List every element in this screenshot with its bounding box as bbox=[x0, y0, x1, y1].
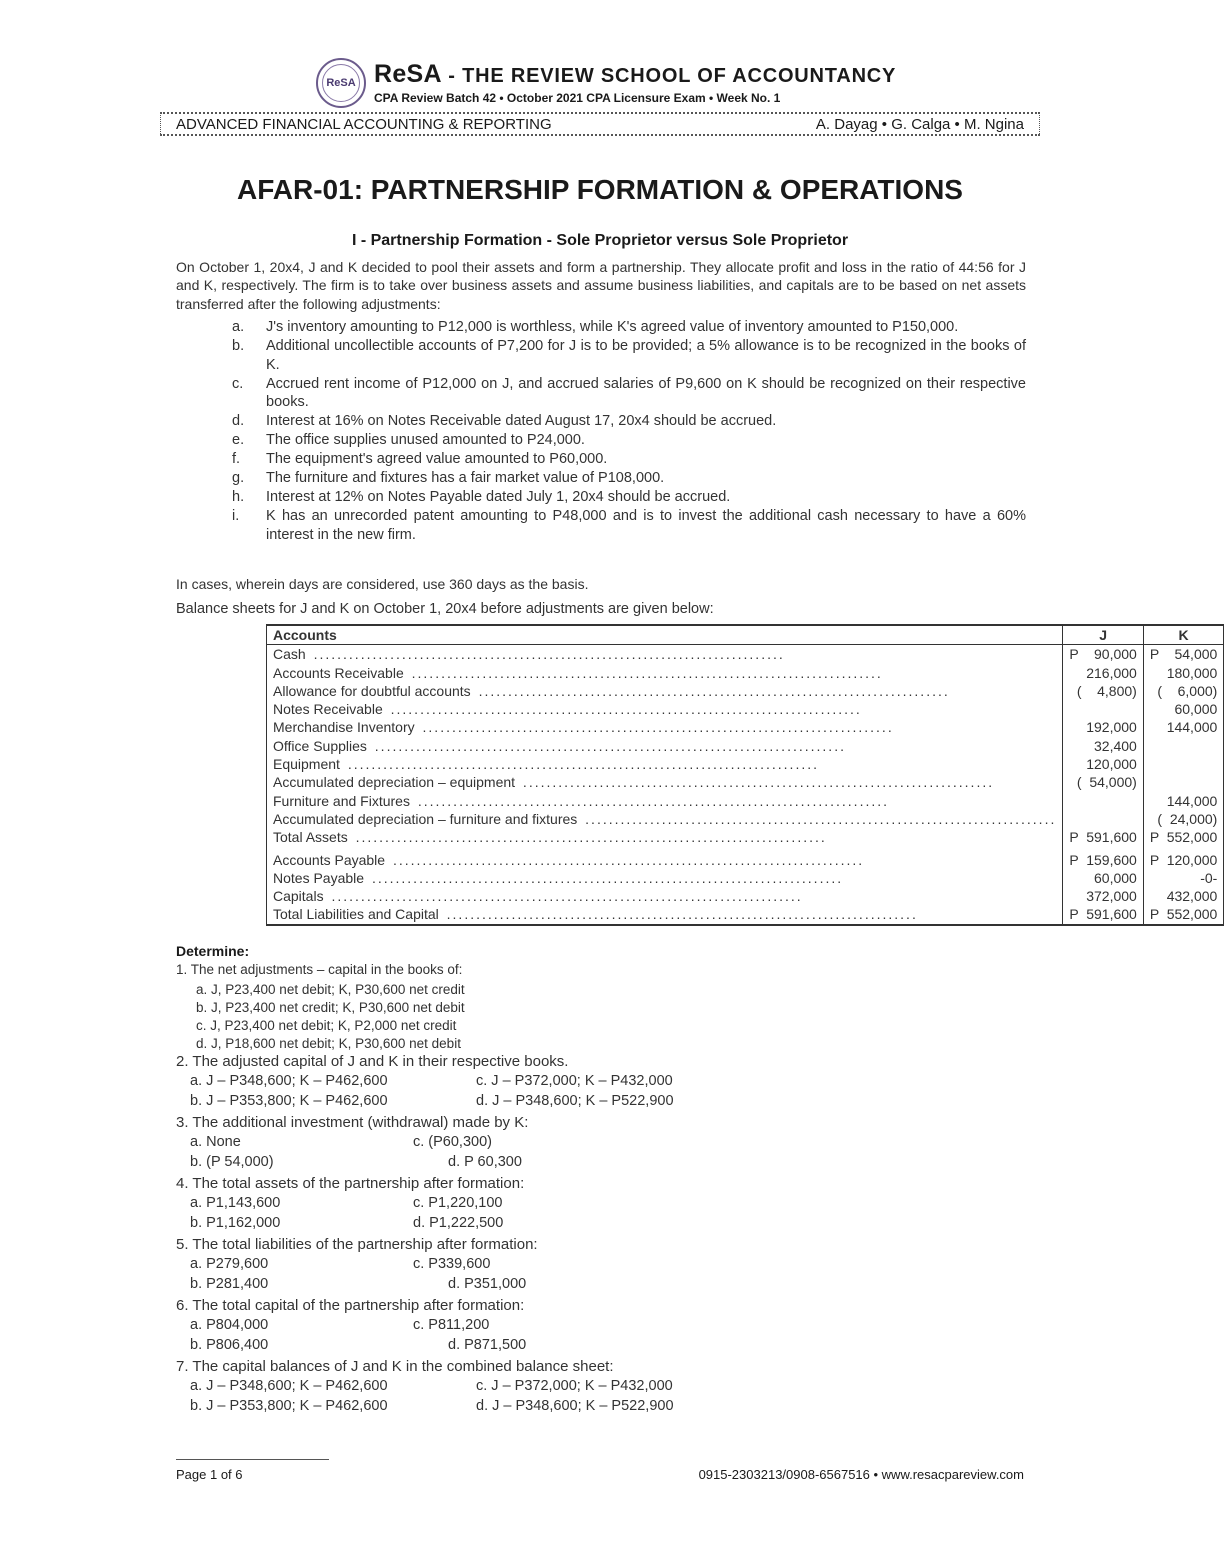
account-cell bbox=[267, 869, 1063, 887]
j-value: 372,000 bbox=[1063, 887, 1143, 905]
answer-option: b. J – P353,800; K – P462,600 bbox=[190, 1398, 388, 1414]
adjustment-item bbox=[232, 507, 1026, 544]
col-header-accounts: Accounts bbox=[267, 625, 1063, 645]
question-text: 1. The net adjustments – capital in the books of: bbox=[176, 962, 463, 977]
account-cell bbox=[267, 682, 1063, 700]
question-text: 4. The total assets of the partnership after formation: bbox=[176, 1175, 525, 1192]
k-value bbox=[1143, 755, 1223, 773]
balance-sheet-intro: Balance sheets for J and K on October 1, 20x4 before adjustments are given below: bbox=[176, 601, 714, 617]
table-row bbox=[267, 847, 1224, 869]
account-name: Accumulated depreciation – furniture and fixtures bbox=[273, 810, 578, 827]
leader-dots: ................................................................................ bbox=[579, 810, 1057, 827]
answer-option: b. J, P23,400 net credit; K, P30,600 net debit bbox=[196, 1000, 465, 1015]
account-name: Notes Payable bbox=[273, 869, 365, 886]
resa-logo bbox=[316, 58, 366, 108]
k-value: P 54,000 bbox=[1143, 645, 1223, 664]
col-header-j: J bbox=[1063, 625, 1143, 645]
account-name: Accumulated depreciation – equipment bbox=[273, 774, 516, 791]
k-value: 144,000 bbox=[1143, 718, 1223, 736]
table-row bbox=[267, 664, 1224, 682]
answer-option: d. J, P18,600 net debit; K, P30,600 net debit bbox=[196, 1036, 461, 1051]
leader-dots: ................................................................................ bbox=[325, 888, 803, 905]
account-cell bbox=[267, 700, 1063, 718]
brand-rest: - THE REVIEW SCHOOL OF ACCOUNTANCY bbox=[441, 65, 897, 87]
adjustment-item bbox=[232, 469, 1026, 488]
brand-main: ReSA bbox=[374, 60, 442, 88]
col-header-k: K bbox=[1143, 625, 1223, 645]
answer-option: a. P804,000 bbox=[190, 1317, 269, 1333]
account-name: Accounts Receivable bbox=[273, 664, 404, 681]
answer-option: b. P281,400 bbox=[190, 1276, 269, 1292]
leader-dots: ................................................................................ bbox=[368, 737, 846, 754]
answer-option: b. J – P353,800; K – P462,600 bbox=[190, 1093, 388, 1109]
leader-dots: ................................................................................ bbox=[405, 664, 883, 681]
balance-sheet-table bbox=[266, 624, 1224, 926]
k-value: P 120,000 bbox=[1143, 847, 1223, 869]
account-name: Office Supplies bbox=[273, 737, 367, 754]
k-value: P 552,000 bbox=[1143, 905, 1223, 924]
table-row bbox=[267, 700, 1224, 718]
adjustment-text: Interest at 12% on Notes Payable dated July 1, 20x4 should be accrued. bbox=[266, 489, 731, 505]
j-value bbox=[1063, 700, 1143, 718]
account-cell bbox=[267, 887, 1063, 905]
account-cell bbox=[267, 828, 1063, 846]
adjustment-letter: f. bbox=[232, 451, 241, 467]
account-cell bbox=[267, 847, 1063, 869]
answer-option: a. None bbox=[190, 1134, 241, 1150]
j-value: ( 4,800) bbox=[1063, 682, 1143, 700]
adjustment-letter: c. bbox=[232, 375, 244, 392]
question-text: 6. The total capital of the partnership after formation: bbox=[176, 1297, 525, 1314]
account-cell bbox=[267, 645, 1063, 664]
adjustment-item bbox=[232, 337, 1026, 374]
j-value bbox=[1063, 810, 1143, 828]
table-row bbox=[267, 905, 1224, 924]
table-row bbox=[267, 869, 1224, 887]
answer-option: d. P871,500 bbox=[448, 1337, 527, 1353]
adjustment-item bbox=[232, 431, 1026, 450]
table-row bbox=[267, 718, 1224, 736]
adjustment-item bbox=[232, 450, 1026, 469]
answer-option: d. P351,000 bbox=[448, 1276, 527, 1292]
k-value bbox=[1143, 773, 1223, 791]
leader-dots: ................................................................................ bbox=[411, 792, 890, 809]
adjustment-text: The office supplies unused amounted to P24,000. bbox=[266, 432, 585, 448]
leader-dots: ................................................................................ bbox=[440, 906, 918, 923]
answer-option: a. P279,600 bbox=[190, 1256, 269, 1272]
answer-option: a. J – P348,600; K – P462,600 bbox=[190, 1378, 388, 1394]
footer-rule bbox=[176, 1459, 329, 1460]
adjustment-letter: d. bbox=[232, 413, 245, 429]
table-row bbox=[267, 792, 1224, 810]
account-name: Furniture and Fixtures bbox=[273, 792, 410, 809]
account-cell bbox=[267, 755, 1063, 773]
j-value: P 159,600 bbox=[1063, 847, 1143, 869]
adjustment-text: K has an unrecorded patent amounting to P48,000 and is to invest the additional cash necessary to have a 60% interest in the new firm. bbox=[266, 508, 1026, 543]
leader-dots: ................................................................................ bbox=[366, 869, 844, 886]
answer-option: d. J – P348,600; K – P522,900 bbox=[476, 1093, 674, 1109]
table-row bbox=[267, 810, 1224, 828]
account-name: Total Liabilities and Capital bbox=[273, 906, 439, 923]
j-value: 192,000 bbox=[1063, 718, 1143, 736]
contact-info: 0915-2303213/0908-6567516 • www.resacpareview.com bbox=[698, 1467, 1024, 1482]
adjustment-letter: g. bbox=[232, 470, 245, 486]
answer-option: d. J – P348,600; K – P522,900 bbox=[476, 1398, 674, 1414]
k-value: ( 6,000) bbox=[1143, 682, 1223, 700]
account-name: Merchandise Inventory bbox=[273, 719, 415, 736]
page-number: Page 1 of 6 bbox=[176, 1467, 243, 1482]
j-value: ( 54,000) bbox=[1063, 773, 1143, 791]
k-value bbox=[1143, 737, 1223, 755]
account-cell bbox=[267, 773, 1063, 791]
account-name: Accounts Payable bbox=[273, 851, 386, 868]
answer-option: a. P1,143,600 bbox=[190, 1195, 281, 1211]
account-name: Cash bbox=[273, 646, 306, 663]
j-value: 32,400 bbox=[1063, 737, 1143, 755]
intro-paragraph: On October 1, 20x4, J and K decided to pool their assets and form a partnership. They allocate profit and loss in the ratio of 44:56 for J and K, respectively. The firm is to take over business assets and assume business liabilities, and capitals are to be based on net assets transferred after the following adjustments: bbox=[176, 259, 1026, 312]
adjustment-item bbox=[232, 412, 1026, 431]
answer-option: c. (P60,300) bbox=[413, 1134, 492, 1150]
account-cell bbox=[267, 737, 1063, 755]
k-value: 144,000 bbox=[1143, 792, 1223, 810]
adjustment-text: Accrued rent income of P12,000 on J, and accrued salaries of P9,600 on K should be recognized on their respective books. bbox=[266, 375, 1026, 410]
adjustment-letter: e. bbox=[232, 432, 245, 448]
leader-dots: ................................................................................ bbox=[416, 719, 894, 736]
adjustment-text: Additional uncollectible accounts of P7,200 for J is to be provided; a 5% allowance is to be recognized in the books of K. bbox=[266, 338, 1026, 373]
table-row bbox=[267, 645, 1224, 664]
logo-text: ReSA bbox=[322, 64, 360, 102]
adjustment-item bbox=[232, 488, 1026, 507]
course-name: ADVANCED FINANCIAL ACCOUNTING & REPORTING bbox=[176, 116, 552, 133]
account-name: Equipment bbox=[273, 756, 340, 773]
answer-option: d. P1,222,500 bbox=[413, 1215, 504, 1231]
leader-dots: ................................................................................ bbox=[349, 829, 827, 846]
authors: A. Dayag • G. Calga • M. Ngina bbox=[815, 116, 1024, 133]
account-cell bbox=[267, 905, 1063, 924]
leader-dots: ................................................................................ bbox=[387, 851, 865, 868]
question-text: 5. The total liabilities of the partnership after formation: bbox=[176, 1236, 538, 1253]
j-value: 216,000 bbox=[1063, 664, 1143, 682]
adjustment-item bbox=[232, 318, 1026, 337]
answer-option: a. J, P23,400 net debit; K, P30,600 net credit bbox=[196, 982, 465, 997]
table-header-row bbox=[267, 625, 1224, 645]
brand-title bbox=[374, 60, 896, 89]
answer-option: c. J – P372,000; K – P432,000 bbox=[476, 1073, 673, 1089]
leader-dots: ................................................................................ bbox=[307, 646, 785, 663]
table-row bbox=[267, 755, 1224, 773]
j-value: P 591,600 bbox=[1063, 828, 1143, 846]
leader-dots: ................................................................................ bbox=[384, 701, 862, 718]
k-value: 180,000 bbox=[1143, 664, 1223, 682]
question-text: 3. The additional investment (withdrawal) made by K: bbox=[176, 1114, 529, 1131]
answer-option: a. J – P348,600; K – P462,600 bbox=[190, 1073, 388, 1089]
adjustment-letter: b. bbox=[232, 338, 245, 354]
answer-option: c. P339,600 bbox=[413, 1256, 491, 1272]
adjustment-text: J's inventory amounting to P12,000 is worthless, while K's agreed value of inventory amounted to P150,000. bbox=[266, 319, 959, 335]
answer-option: c. J – P372,000; K – P432,000 bbox=[476, 1378, 673, 1394]
account-cell bbox=[267, 792, 1063, 810]
account-name: Capitals bbox=[273, 888, 324, 905]
account-cell bbox=[267, 718, 1063, 736]
answer-option: c. P1,220,100 bbox=[413, 1195, 503, 1211]
question-text: 7. The capital balances of J and K in the combined balance sheet: bbox=[176, 1358, 614, 1375]
account-name: Total Assets bbox=[273, 829, 348, 846]
adjustment-letter: a. bbox=[232, 319, 245, 335]
answer-option: d. P 60,300 bbox=[448, 1154, 522, 1170]
k-value: P 552,000 bbox=[1143, 828, 1223, 846]
table-row bbox=[267, 682, 1224, 700]
j-value bbox=[1063, 792, 1143, 810]
question-text: 2. The adjusted capital of J and K in their respective books. bbox=[176, 1053, 569, 1070]
determine-label: Determine: bbox=[176, 943, 250, 959]
leader-dots: ................................................................................ bbox=[341, 756, 819, 773]
leader-dots: ................................................................................ bbox=[517, 774, 995, 791]
j-value: P 90,000 bbox=[1063, 645, 1143, 664]
answer-option: c. J, P23,400 net debit; K, P2,000 net credit bbox=[196, 1018, 457, 1033]
j-value: 120,000 bbox=[1063, 755, 1143, 773]
adjustments-list bbox=[232, 318, 1026, 545]
account-name: Allowance for doubtful accounts bbox=[273, 682, 471, 699]
leader-dots: ................................................................................ bbox=[472, 682, 950, 699]
answer-option: b. P806,400 bbox=[190, 1337, 269, 1353]
adjustment-item bbox=[232, 375, 1026, 412]
account-cell bbox=[267, 664, 1063, 682]
table-row bbox=[267, 737, 1224, 755]
table-row bbox=[267, 773, 1224, 791]
answer-option: b. (P 54,000) bbox=[190, 1154, 274, 1170]
account-cell bbox=[267, 810, 1063, 828]
batch-subline: CPA Review Batch 42 • October 2021 CPA Licensure Exam • Week No. 1 bbox=[374, 91, 781, 105]
adjustment-text: The furniture and fixtures has a fair market value of P108,000. bbox=[266, 470, 665, 486]
adjustment-text: Interest at 16% on Notes Receivable dated August 17, 20x4 should be accrued. bbox=[266, 413, 777, 429]
adjustment-text: The equipment's agreed value amounted to P60,000. bbox=[266, 451, 608, 467]
answer-option: b. P1,162,000 bbox=[190, 1215, 281, 1231]
table-row bbox=[267, 828, 1224, 846]
k-value: ( 24,000) bbox=[1143, 810, 1223, 828]
k-value: -0- bbox=[1143, 869, 1223, 887]
adjustment-letter: h. bbox=[232, 489, 245, 505]
adjustment-letter: i. bbox=[232, 508, 240, 524]
page-title: AFAR-01: PARTNERSHIP FORMATION & OPERATIONS bbox=[237, 174, 963, 205]
k-value: 60,000 bbox=[1143, 700, 1223, 718]
basis-note: In cases, wherein days are considered, use 360 days as the basis. bbox=[176, 576, 589, 592]
k-value: 432,000 bbox=[1143, 887, 1223, 905]
j-value: P 591,600 bbox=[1063, 905, 1143, 924]
account-name: Notes Receivable bbox=[273, 701, 383, 718]
table-row bbox=[267, 887, 1224, 905]
answer-option: c. P811,200 bbox=[413, 1317, 490, 1333]
section-heading: I - Partnership Formation - Sole Proprietor versus Sole Proprietor bbox=[351, 232, 849, 249]
j-value: 60,000 bbox=[1063, 869, 1143, 887]
